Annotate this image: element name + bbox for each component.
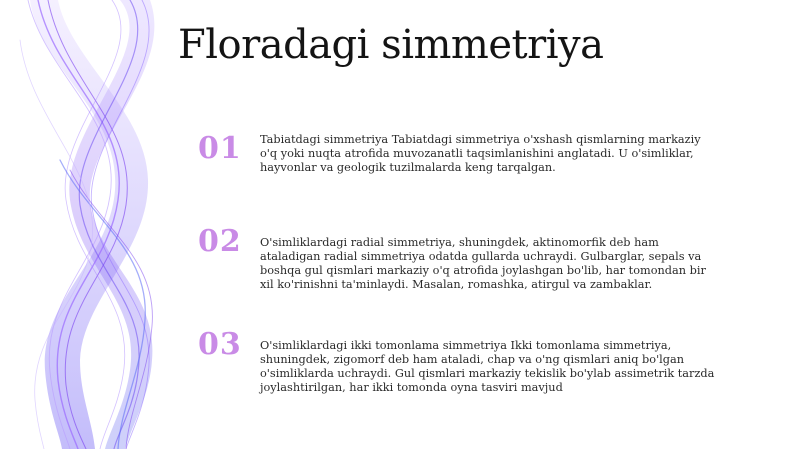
- item-number: 03: [198, 327, 242, 362]
- item-number: 01: [198, 131, 242, 166]
- item-text: O'simliklardagi radial simmetriya, shuningdek, aktinomorfik deb ham ataladigan radial simmetriya odatda gullarda uchraydi. Gulbarglar, sepals va boshqa gul qismlari markaziy o'q atrofida joylashgan bo'lib, har tomondan bir xil ko'rinishni ta'minlaydi. Masalan, romashka, atirgul va zambaklar.: [260, 236, 706, 291]
- item-number: 02: [198, 224, 242, 259]
- slide-title: Floradagi simmetriya: [178, 22, 604, 68]
- item-text: Tabiatdagi simmetriya Tabiatdagi simmetriya o'xshash qismlarning markaziy o'q yoki nuqta atrofida muvozanatli taqsimlanishini anglatadi. U o'simliklar, hayvonlar va geologik tuzilmalarda keng tarqalgan.: [260, 133, 701, 174]
- item-text: O'simliklardagi ikki tomonlama simmetriya Ikki tomonlama simmetriya, shuningdek, zigomorf deb ham ataladi, chap va o'ng qismlari aniq bo'lgan o'simliklarda uchraydi. Gul qismlari markaziy tekislik bo'ylab assimetrik tarzda joylashtirilgan, har ikki tomonda oyna tasviri mavjud: [260, 339, 715, 394]
